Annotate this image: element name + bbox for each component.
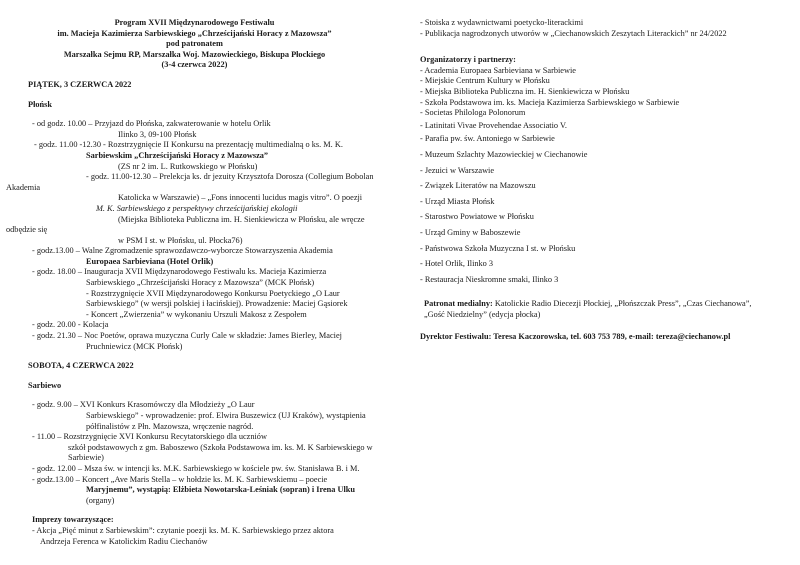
organizer-item: - Hotel Orlik, Ilinko 3 bbox=[420, 259, 494, 269]
media-patronage bbox=[420, 299, 792, 310]
program-header bbox=[0, 18, 401, 71]
day1-title: PIĄTEK, 3 CZERWCA 2022 bbox=[28, 79, 132, 89]
right-column bbox=[420, 18, 792, 343]
festival-director: Dyrektor Festiwalu: Teresa Kaczorowska, tel. 603 753 789, e-mail: tereza@ciechanow.pl bbox=[420, 332, 731, 342]
organizer-item: - Państwowa Szkoła Muzyczna I st. w Płońsku bbox=[420, 243, 576, 253]
schedule-line: Sarbiewskiego” - wprowadzenie: prof. Elwira Buszewicz (UJ Kraków), wystąpienia bbox=[86, 411, 366, 420]
header-line: pod patronatem bbox=[166, 39, 223, 49]
organizers-title: Organizatorzy i partnerzy: bbox=[420, 55, 516, 65]
schedule-line: Ilinko 3, 09-100 Płońsk bbox=[118, 129, 197, 139]
organizer-item: - Parafia pw. św. Antoniego w Sarbiewie bbox=[420, 134, 555, 144]
schedule-line: - godz.13.00 – Walne Zgromadzenie sprawozdawczo-wyborcze Stowarzyszenia Akademia bbox=[32, 246, 333, 256]
schedule-line: - od godz. 10.00 – Przyjazd do Płońska, zakwaterowanie w hotelu Orlik bbox=[32, 119, 271, 129]
right-top-line: - Publikacja nagrodzonych utworów w „Ciechanowskich Zeszytach Literackich” nr 24/2022 bbox=[420, 28, 727, 38]
right-top-line: - Stoiska z wydawnictwami poetycko-literackimi bbox=[420, 18, 584, 27]
organizer-item: - Jezuici w Warszawie bbox=[420, 165, 495, 175]
schedule-line: Sarbiewie) bbox=[68, 453, 104, 463]
schedule-line: Katolicka w Warszawie) – „Fons innocenti lucidus magis vitro”. O poezji bbox=[118, 193, 363, 203]
organizer-item: - Muzeum Szlachty Mazowieckiej w Ciechanowie bbox=[420, 149, 588, 159]
schedule-line: Maryjnemu”, wystąpią: Elżbieta Nowotarska-Leśniak (sopran) i Irena Ulku bbox=[86, 485, 356, 495]
schedule-line: Akademia bbox=[6, 182, 41, 192]
organizer-item: - Societas Philologa Polonorum bbox=[420, 108, 526, 118]
organizer-item: - Academia Europaea Sarbieviana w Sarbiewie bbox=[420, 65, 576, 75]
header-line: im. Macieja Kazimierza Sarbiewskiego „Chrześcijański Horacy z Mazowsza” bbox=[57, 28, 332, 38]
schedule-line: w PSM I st. w Płońsku, ul. Płocka76) bbox=[118, 235, 243, 245]
organizer-item: - Urząd Miasta Płońsk bbox=[420, 196, 495, 206]
schedule-line: - godz. 20.00 - Kolacja bbox=[32, 320, 109, 330]
schedule-line: Sarbiewskiego „Chrześcijański Horacy z Mazowsza” (MCK Płońsk) bbox=[86, 278, 315, 288]
header-line: (3-4 czerwca 2022) bbox=[161, 60, 228, 70]
schedule-line: - godz. 11.00-12.30 – Prelekcja ks. dr jezuity Krzysztofa Dorosza (Collegium Bobolan bbox=[86, 172, 374, 182]
organizer-item: - Szkoła Podstawowa im. ks. Macieja Kazimierza Sarbiewskiego w Sarbiewie bbox=[420, 97, 680, 107]
events-title: Imprezy towarzyszące: bbox=[32, 515, 114, 525]
schedule-line: - Koncert „Zwierzenia” w wykonaniu Urszuli Makosz z Zespołem bbox=[86, 309, 307, 319]
schedule-line: półfinalistów z Płn. Mazowsza, wręczenie nagród. bbox=[86, 421, 254, 431]
schedule-line: M. K. Sarbiewskiego z perspektywy chrześcijańskiej ekologii bbox=[96, 203, 298, 213]
organizer-item: - Miejska Biblioteka Publiczna im. H. Sienkiewicza w Płońsku bbox=[420, 86, 630, 96]
organizer-item: - Starostwo Powiatowe w Płońsku bbox=[420, 212, 534, 222]
day2-schedule bbox=[6, 400, 401, 506]
schedule-line: Sarbiewskim „Chrześcijański Horacy z Mazowsza” bbox=[86, 150, 269, 160]
schedule-line: Pruchniewicz (MCK Płońsk) bbox=[86, 341, 183, 351]
media-label: Patronat medialny: bbox=[424, 299, 493, 309]
organizer-item: - Urząd Gminy w Baboszewie bbox=[420, 227, 521, 237]
schedule-line: szkół podstawowych z gm. Baboszewo (Szkoła Podstawowa im. ks. M. K Sarbiewskiego w bbox=[68, 442, 373, 452]
organizer-item: - Związek Literatów na Mazowszu bbox=[420, 181, 536, 191]
organizer-item: - Miejskie Centrum Kultury w Płońsku bbox=[420, 76, 550, 86]
events-line: - Akcja „Pięć minut z Sarbiewskim”: czytanie poezji ks. M. K. Sarbiewskiego przez aktora bbox=[32, 525, 334, 535]
left-column bbox=[6, 18, 401, 547]
organizer-item: - Restauracja Nieskromne smaki, Ilinko 3 bbox=[420, 274, 559, 284]
schedule-line: - godz. 9.00 – XVI Konkurs Krasomówczy dla Młodzieży „O Laur bbox=[32, 400, 255, 410]
events-line: Andrzeja Ferenca w Katolickim Radiu Ciechanów bbox=[40, 536, 208, 546]
schedule-line: odbędzie się bbox=[6, 225, 48, 235]
schedule-line: - godz. 11.00 -12.30 - Rozstrzygnięcie II Konkursu na prezentację multimedialną o ks. M. K. bbox=[34, 140, 343, 150]
organizer-item: - Latinitati Vivae Provehendae Associatio V. bbox=[420, 120, 567, 130]
day1-place: Płońsk bbox=[28, 99, 52, 109]
schedule-line: - godz. 18.00 – Inauguracja XVII Międzynarodowego Festiwalu ks. Macieja Kazimierza bbox=[32, 267, 327, 277]
day2-place: Sarbiewo bbox=[28, 380, 62, 390]
media-text-2: „Gość Niedzielny” (edycja płocka) bbox=[424, 309, 541, 319]
header-line: Marszałka Sejmu RP, Marszałka Woj. Mazowieckiego, Biskupa Płockiego bbox=[63, 49, 326, 59]
schedule-line: Sarbiewskiego” (w wersji polskiej i łacińskiej). Prowadzenie: Maciej Gąsiorek bbox=[86, 299, 348, 309]
schedule-line: - godz. 12.00 – Msza św. w intencji ks. M.K. Sarbiewskiego w kościele pw. św. Stanisława B. i M. bbox=[32, 463, 360, 473]
schedule-line: - godz. 21.30 – Noc Poetów, oprawa muzyczna Curly Cale w składzie: James Bierley, Maciej bbox=[32, 331, 342, 341]
organizers-list bbox=[420, 66, 792, 286]
day1-schedule bbox=[6, 119, 401, 352]
schedule-line: Europaea Sarbieviana (Hotel Orlik) bbox=[86, 256, 214, 266]
schedule-line: - Rozstrzygnięcie XVII Międzynarodowego Konkursu Poetyckiego „O Laur bbox=[86, 288, 340, 298]
schedule-line: - godz.13.00 – Koncert „Ave Maris Stella – w hołdzie ks. M. K. Sarbiewskiemu – poecie bbox=[32, 474, 328, 484]
media-text: Katolickie Radio Diecezji Płockiej, „Płońszczak Press”, „Czas Ciechanowa”, bbox=[494, 299, 752, 309]
schedule-line: - 11.00 – Rozstrzygnięcie XVI Konkursu Recytatorskiego dla uczniów bbox=[32, 432, 267, 442]
schedule-line: (organy) bbox=[86, 495, 115, 505]
schedule-line: (Miejska Biblioteka Publiczna im. H. Sienkiewicza w Płońsku, ale wręcze bbox=[118, 214, 365, 224]
day2-title: SOBOTA, 4 CZERWCA 2022 bbox=[28, 361, 134, 371]
header-line: Program XVII Międzynarodowego Festiwalu bbox=[114, 18, 275, 27]
schedule-line: (ZS nr 2 im. L. Rutkowskiego w Płońsku) bbox=[118, 161, 258, 171]
